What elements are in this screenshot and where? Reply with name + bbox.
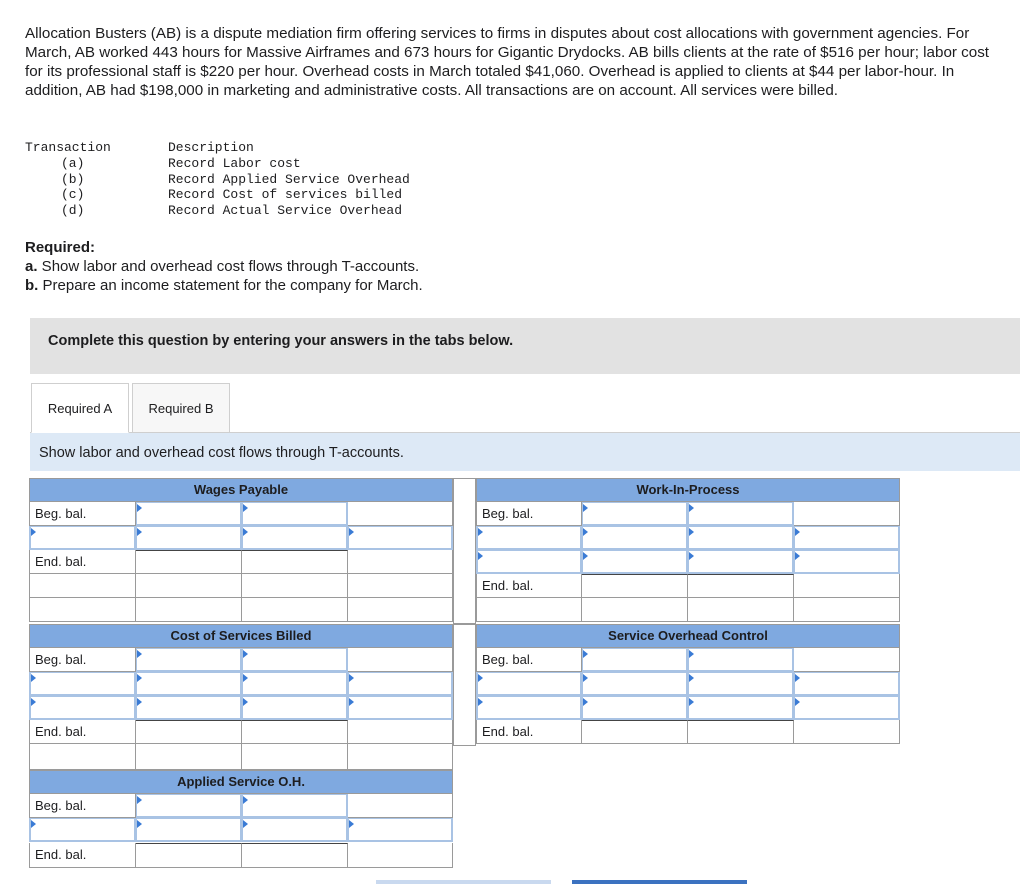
aoh-credit-input[interactable] <box>242 794 348 818</box>
tx-code: (b) <box>61 171 85 187</box>
aoh-debit-input[interactable] <box>136 818 242 842</box>
next-button[interactable] <box>572 880 747 884</box>
required-a-prefix: a. <box>25 258 38 275</box>
wip-spacer <box>794 502 900 526</box>
wip-debit-input[interactable] <box>582 526 688 550</box>
blank-cell <box>242 744 348 770</box>
blank-cell <box>29 744 136 770</box>
blank-cell <box>242 574 348 598</box>
required-b-text: Prepare an income statement for the company for March. <box>38 277 423 294</box>
column-gap <box>453 624 476 746</box>
wip-blank-row <box>476 598 900 622</box>
wip-spacer <box>794 574 900 598</box>
blank-cell <box>348 598 453 622</box>
wages-payable-blank-row <box>29 598 453 622</box>
wip-ref-input[interactable] <box>476 526 582 550</box>
csb-end-debit[interactable] <box>136 720 242 744</box>
aoh-spacer <box>348 843 453 868</box>
tx-code: (c) <box>61 187 85 203</box>
wages-payable-credit-input[interactable] <box>348 526 453 550</box>
blank-cell <box>476 598 582 622</box>
csb-debit-input[interactable] <box>136 696 242 720</box>
soc-ref-input[interactable] <box>476 672 582 696</box>
wip-end-row <box>476 574 900 598</box>
blank-cell <box>582 598 688 622</box>
soc-spacer <box>794 648 900 672</box>
banner-text: Complete this question by entering your answers in the tabs below. <box>48 333 514 349</box>
blank-cell <box>242 598 348 622</box>
beg-bal-label: Beg. bal. <box>29 648 136 672</box>
wip-credit-input[interactable] <box>794 550 900 574</box>
csb-debit-input[interactable] <box>136 648 242 672</box>
soc-debit-input[interactable] <box>582 672 688 696</box>
tx-header-description: Description <box>168 140 254 155</box>
tab-instruction <box>30 433 1020 471</box>
cost-of-services-billed-header: Cost of Services Billed <box>29 624 453 648</box>
soc-entry-row <box>476 672 900 696</box>
blank-cell <box>348 574 453 598</box>
wages-payable-end-credit[interactable] <box>242 550 348 574</box>
wip-debit-input[interactable] <box>582 550 688 574</box>
soc-debit-input[interactable] <box>582 696 688 720</box>
required-a-text: Show labor and overhead cost flows through T-accounts. <box>37 258 420 275</box>
wages-payable-end-debit[interactable] <box>136 550 242 574</box>
csb-spacer <box>348 648 453 672</box>
blank-cell <box>348 744 453 770</box>
required-title: Required: <box>25 239 96 256</box>
tx-description: Record Applied Service Overhead <box>168 171 410 187</box>
csb-blank-row <box>29 744 453 770</box>
wip-ref-input[interactable] <box>688 526 794 550</box>
wages-payable-ref-input[interactable] <box>29 526 136 550</box>
soc-credit-input[interactable] <box>794 696 900 720</box>
csb-entry-row <box>29 696 453 720</box>
wages-payable-ref-input[interactable] <box>242 526 348 550</box>
soc-credit-input[interactable] <box>688 648 794 672</box>
end-bal-label: End. bal. <box>29 550 136 574</box>
csb-spacer <box>348 720 453 744</box>
aoh-entry-row <box>29 818 453 842</box>
csb-ref-input[interactable] <box>29 696 136 720</box>
soc-ref-input[interactable] <box>476 696 582 720</box>
tx-description: Record Labor cost <box>168 155 301 171</box>
wip-credit-input[interactable] <box>688 502 794 526</box>
csb-end-credit[interactable] <box>242 720 348 744</box>
csb-beg-row <box>29 648 453 672</box>
aoh-debit-input[interactable] <box>136 794 242 818</box>
aoh-ref-input[interactable] <box>29 818 136 842</box>
service-overhead-control-header: Service Overhead Control <box>476 624 900 648</box>
column-gap <box>453 478 476 624</box>
soc-beg-row <box>476 648 900 672</box>
wip-ref-input[interactable] <box>688 550 794 574</box>
csb-credit-input[interactable] <box>242 648 348 672</box>
instructions-banner <box>30 318 1020 374</box>
aoh-end-row <box>29 843 453 868</box>
wip-credit-input[interactable] <box>794 526 900 550</box>
applied-service-oh-header: Applied Service O.H. <box>29 770 453 794</box>
blank-cell <box>29 574 136 598</box>
blank-cell <box>688 598 794 622</box>
aoh-ref-input[interactable] <box>242 818 348 842</box>
wip-beg-row <box>476 502 900 526</box>
end-bal-label: End. bal. <box>476 574 582 598</box>
aoh-end-debit[interactable] <box>136 843 242 868</box>
tab-required-b[interactable]: Required B <box>132 383 230 433</box>
instruction-text: Show labor and overhead cost flows through T-accounts. <box>39 445 404 461</box>
blank-cell <box>136 744 242 770</box>
soc-end-credit[interactable] <box>688 720 794 744</box>
wages-payable-end-row <box>29 550 453 574</box>
transactions-table <box>25 140 410 219</box>
prev-button[interactable] <box>376 880 551 884</box>
beg-bal-label: Beg. bal. <box>29 794 136 818</box>
blank-cell <box>794 598 900 622</box>
required-b <box>25 276 423 295</box>
soc-ref-input[interactable] <box>688 672 794 696</box>
required-a <box>25 257 423 276</box>
tx-code: (a) <box>61 155 85 171</box>
work-in-process-header: Work-In-Process <box>476 478 900 502</box>
wages-payable-beg-row <box>29 502 453 526</box>
aoh-credit-input[interactable] <box>348 818 453 842</box>
beg-bal-label: Beg. bal. <box>476 648 582 672</box>
blank-cell <box>136 598 242 622</box>
wages-payable-blank-row <box>29 574 453 598</box>
csb-credit-input[interactable] <box>348 696 453 720</box>
end-bal-label: End. bal. <box>29 843 136 868</box>
wip-end-debit[interactable] <box>582 574 688 598</box>
aoh-end-credit[interactable] <box>242 843 348 868</box>
tx-header-transaction: Transaction <box>25 140 111 155</box>
wip-entry-row <box>476 550 900 574</box>
csb-debit-input[interactable] <box>136 672 242 696</box>
wages-payable-header: Wages Payable <box>29 478 453 502</box>
csb-credit-input[interactable] <box>348 672 453 696</box>
tab-required-a[interactable]: Required A <box>31 383 129 433</box>
end-bal-label: End. bal. <box>29 720 136 744</box>
soc-end-row <box>476 720 900 744</box>
wages-payable-credit-input[interactable] <box>242 502 348 526</box>
wages-payable-debit-input[interactable] <box>136 526 242 550</box>
tx-description: Record Actual Service Overhead <box>168 203 403 219</box>
tx-description: Record Cost of services billed <box>168 187 403 203</box>
csb-ref-input[interactable] <box>29 672 136 696</box>
wip-entry-row <box>476 526 900 550</box>
wip-end-credit[interactable] <box>688 574 794 598</box>
blank-cell <box>29 598 136 622</box>
soc-end-debit[interactable] <box>582 720 688 744</box>
soc-spacer <box>794 720 900 744</box>
required-b-prefix: b. <box>25 277 39 294</box>
wages-payable-debit-input[interactable] <box>136 502 242 526</box>
required-section <box>25 238 423 295</box>
wip-debit-input[interactable] <box>582 502 688 526</box>
csb-ref-input[interactable] <box>242 672 348 696</box>
aoh-beg-row <box>29 794 453 818</box>
soc-debit-input[interactable] <box>582 648 688 672</box>
beg-bal-label: Beg. bal. <box>476 502 582 526</box>
tx-code: (d) <box>61 203 85 219</box>
wages-payable-spacer <box>348 502 453 526</box>
aoh-spacer <box>348 794 453 818</box>
blank-cell <box>136 574 242 598</box>
soc-entry-row <box>476 696 900 720</box>
soc-credit-input[interactable] <box>794 672 900 696</box>
csb-entry-row <box>29 672 453 696</box>
wip-ref-input[interactable] <box>476 550 582 574</box>
wages-payable-spacer <box>348 550 453 574</box>
beg-bal-label: Beg. bal. <box>29 502 136 526</box>
problem-text: Allocation Busters (AB) is a dispute mediation firm offering services to firms in disputes about cost allocations with government agencies. For March, AB worked 443 hours for Massive Airframes and 673 hours for Gigantic Drydocks. AB bills clients at the rate of $516 per hour; labor cost for its professional staff is $220 per hour. Overhead costs in March totaled $41,060. Overhead is applied to clients at $44 per labor-hour. In addition, AB had $198,000 in marketing and administrative costs. All transactions are on account. All services were billed. <box>25 25 990 99</box>
csb-ref-input[interactable] <box>242 696 348 720</box>
soc-ref-input[interactable] <box>688 696 794 720</box>
csb-end-row <box>29 720 453 744</box>
wages-payable-entry-row <box>29 526 453 550</box>
end-bal-label: End. bal. <box>476 720 582 744</box>
